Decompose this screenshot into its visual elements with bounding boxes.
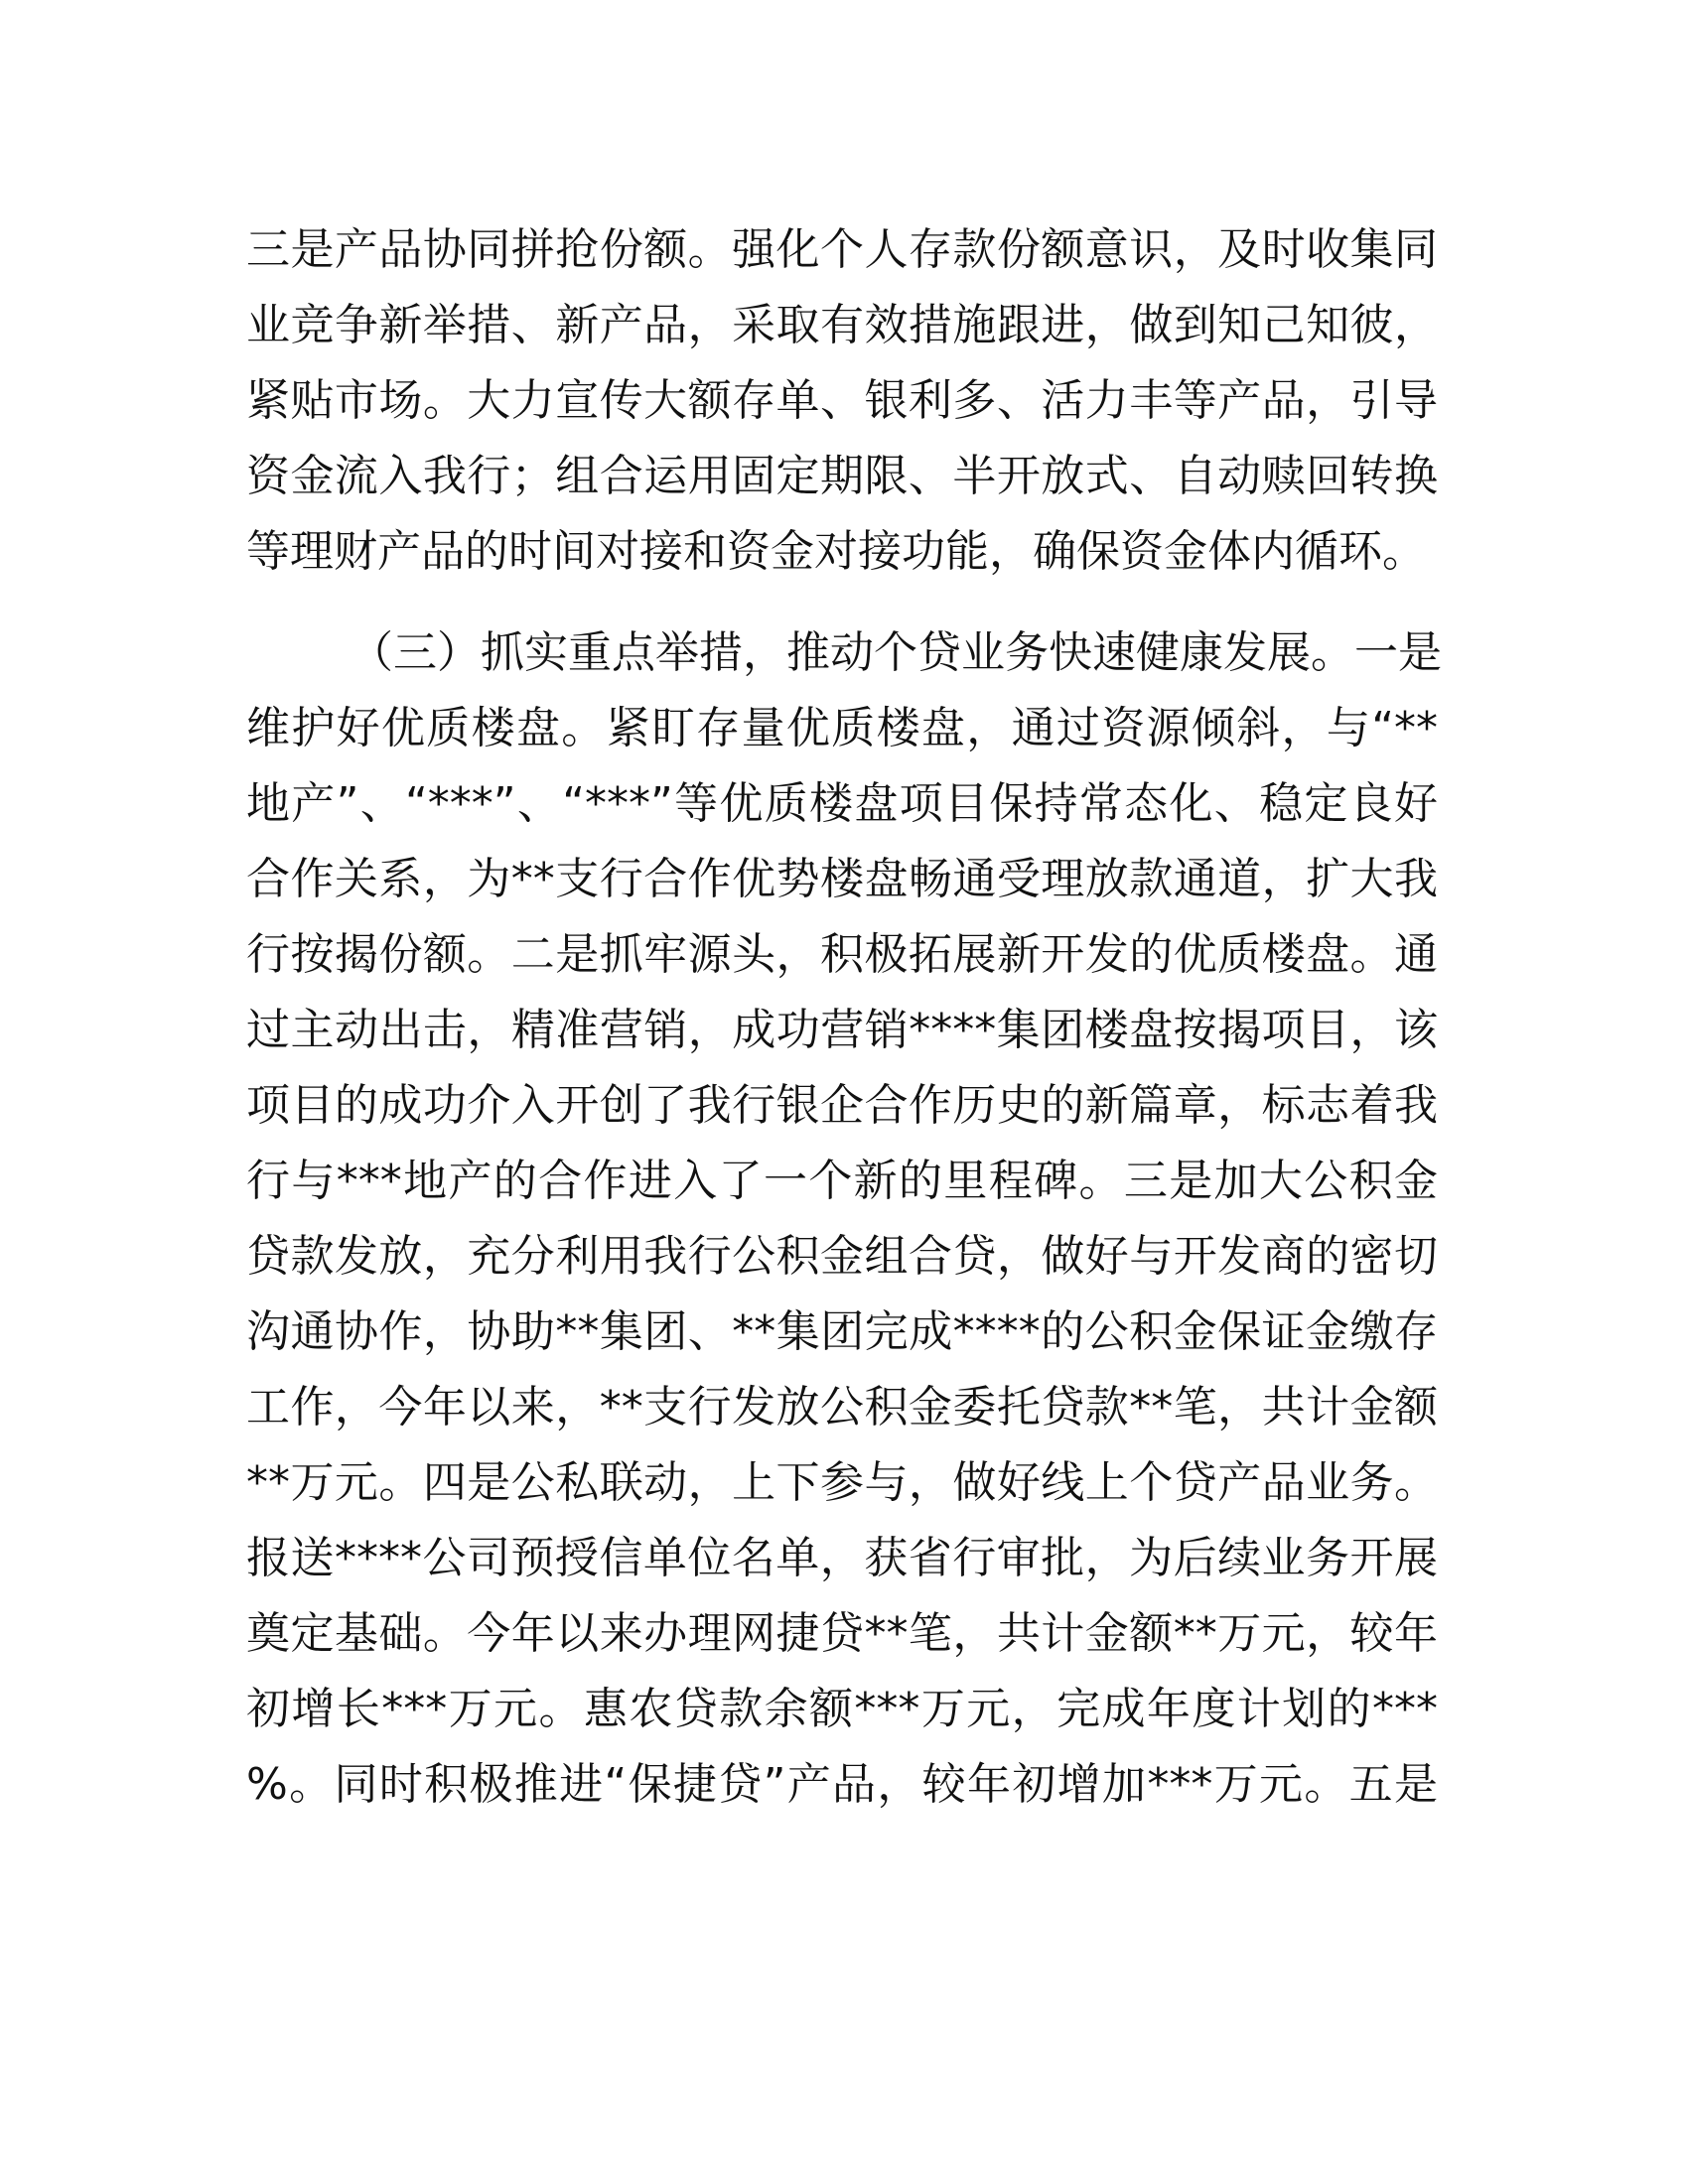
text-line: 资金流入我行；组合运用固定期限、半开放式、自动赎回转换: [246, 451, 1438, 501]
paragraph-personal-loans: [246, 615, 1442, 1823]
text-line: 沟通协作，协助**集团、**集团完成****的公积金保证金缴存: [246, 1306, 1438, 1357]
text-line: 贷款发放，充分利用我行公积金组合贷，做好与开发商的密切: [246, 1231, 1438, 1282]
text-line: 奠定基础。今年以来办理网捷贷**笔，共计金额**万元，较年: [246, 1608, 1438, 1659]
text-line: 地产”、“***”、“***”等优质楼盘项目保持常态化、稳定良好: [246, 778, 1438, 829]
text-line: 紧贴市场。大力宣传大额存单、银利多、活力丰等产品，引导: [246, 375, 1438, 426]
text-line: 行与***地产的合作进入了一个新的里程碑。三是加大公积金: [246, 1156, 1438, 1206]
text-line: （三）抓实重点举措，推动个贷业务快速健康发展。一是: [350, 627, 1442, 678]
text-line: 过主动出击，精准营销，成功营销****集团楼盘按揭项目，该: [246, 1005, 1438, 1055]
text-line: 等理财产品的时间对接和资金对接功能，确保资金体内循环。: [246, 526, 1426, 577]
text-line: 工作，今年以来，**支行发放公积金委托贷款**笔，共计金额: [246, 1382, 1438, 1433]
text-line: 行按揭份额。二是抓牢源头，积极拓展新开发的优质楼盘。通: [246, 929, 1438, 980]
text-line: 报送****公司预授信单位名单，获省行审批，为后续业务开展: [246, 1533, 1438, 1583]
text-line: 业竞争新举措、新产品，采取有效措施跟进，做到知己知彼，: [246, 300, 1438, 350]
text-line: 初增长***万元。惠农贷款余额***万元，完成年度计划的***: [246, 1684, 1438, 1734]
text-line: **万元。四是公私联动，上下参与，做好线上个贷产品业务。: [246, 1457, 1438, 1508]
text-line: 项目的成功介入开创了我行银企合作历史的新篇章，标志着我: [246, 1080, 1438, 1131]
paragraph-product-synergy: [246, 212, 1438, 590]
text-line: 三是产品协同拼抢份额。强化个人存款份额意识，及时收集同: [246, 224, 1438, 275]
text-line: 合作关系，为**支行合作优势楼盘畅通受理放款通道，扩大我: [246, 854, 1438, 904]
text-line: %。同时积极推进“保捷贷”产品，较年初增加***万元。五是: [246, 1759, 1438, 1810]
text-line: 维护好优质楼盘。紧盯存量优质楼盘，通过资源倾斜，与“**: [246, 703, 1438, 753]
